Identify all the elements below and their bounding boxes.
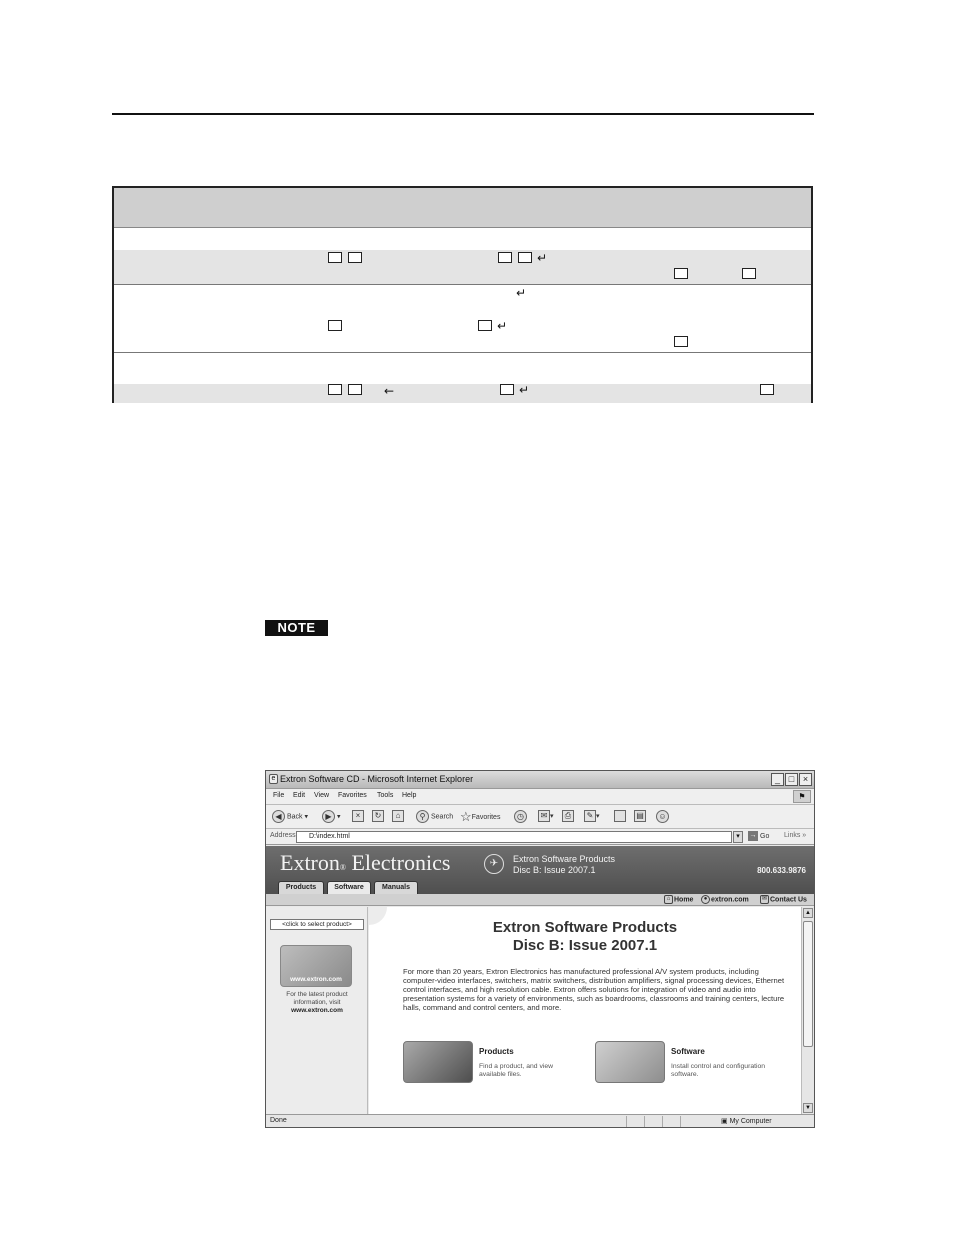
minimize-button[interactable]: _ [771, 773, 784, 786]
close-button[interactable]: × [799, 773, 812, 786]
key-box [348, 384, 362, 395]
table-row-band [114, 384, 811, 403]
contact-link[interactable]: ✉ Contact Us [761, 896, 807, 904]
status-divider [662, 1116, 663, 1127]
products-card-title[interactable]: Products [479, 1047, 514, 1056]
note-badge: NOTE [265, 620, 328, 636]
discuss-button[interactable] [614, 810, 626, 824]
quick-links-bar [266, 894, 814, 906]
refresh-button[interactable] [372, 810, 384, 824]
software-image[interactable] [595, 1041, 665, 1083]
address-input[interactable]: D:\index.html [296, 831, 732, 843]
links-button[interactable]: Links » [784, 832, 807, 839]
intro-paragraph: For more than 20 years, Extron Electronics has manufactured professional A/V system products, including computer-video interfaces, switchers, matrix switchers, distribution amplifiers, signal processing devices, Ethernet control interfaces, and high resolution cable. Extron offers solutions for integration of video and audio into presentation systems for a variety of environments, such as boardrooms, classrooms and training centers, lecture halls, command and control centers, and more. [403, 967, 785, 1012]
history-button[interactable] [514, 810, 529, 824]
status-divider [626, 1116, 627, 1127]
forward-arrow-icon: ▶ [322, 810, 335, 823]
stop-button[interactable] [352, 810, 364, 824]
favorites-button[interactable]: ☆Favorites [460, 809, 501, 824]
mail-button[interactable]: ✉ ▾ [538, 810, 554, 824]
windows-logo-icon: ⚑ [793, 790, 811, 803]
scroll-thumb[interactable] [803, 921, 813, 1047]
forward-button[interactable]: ▶ ▾ [322, 810, 341, 824]
scroll-down-icon[interactable]: ▼ [803, 1103, 813, 1113]
research-button[interactable] [634, 810, 646, 824]
key-box [348, 252, 362, 263]
key-box [328, 384, 342, 395]
software-card-title[interactable]: Software [671, 1047, 705, 1056]
go-arrow-icon: → [749, 832, 757, 840]
header-rule [112, 113, 814, 115]
vertical-scrollbar[interactable] [801, 907, 814, 1114]
backspace-key-icon: ← [384, 384, 395, 398]
mail-icon: ✉ [761, 896, 768, 902]
computer-icon: ▣ [721, 1118, 728, 1125]
software-card-desc: Install control and configuration software. [671, 1063, 766, 1078]
status-divider [644, 1116, 645, 1127]
enter-key-icon: ↵ [516, 286, 527, 300]
home-icon: ⌂ [664, 895, 673, 904]
globe-icon: ● [701, 895, 710, 904]
scroll-up-icon[interactable]: ▲ [803, 908, 813, 918]
key-box [674, 336, 688, 347]
maximize-button[interactable]: □ [785, 773, 798, 786]
print-icon: ⎙ [562, 810, 574, 822]
products-card-desc: Find a product, and view available files. [479, 1063, 554, 1078]
key-box [328, 320, 342, 331]
menu-edit[interactable]: Edit [293, 792, 306, 799]
status-text: Done [270, 1117, 287, 1124]
enter-key-icon: ↵ [497, 319, 508, 333]
menu-bar [266, 789, 814, 805]
table-row-divider [114, 284, 811, 285]
key-box [478, 320, 492, 331]
latest-info-text: For the latest product information, visit [286, 991, 348, 1006]
edit-icon: ✎ [584, 810, 596, 822]
menu-favorites[interactable]: Favorites [338, 792, 367, 799]
sidebar [266, 907, 368, 1114]
status-bar [266, 1114, 814, 1127]
menu-tools[interactable]: Tools [377, 792, 394, 799]
table-row-band [114, 250, 811, 284]
enter-key-icon: ↵ [519, 383, 530, 397]
extron-link[interactable]: ● extron.com [701, 895, 749, 904]
research-icon: ▤ [634, 810, 646, 822]
key-box [742, 268, 756, 279]
command-table [112, 186, 813, 403]
tab-software[interactable]: Software [327, 881, 371, 894]
product-select[interactable]: <click to select product> [270, 919, 364, 930]
title-bar [266, 771, 814, 789]
tab-products[interactable]: Products [278, 881, 324, 894]
key-box [518, 252, 532, 263]
refresh-icon: ↻ [372, 810, 384, 822]
search-icon: ⚲ [416, 810, 429, 823]
home-icon: ⌂ [392, 810, 404, 822]
home-link[interactable]: ⌂ Home [664, 895, 693, 904]
product-title: Extron Software Products Disc B: Issue 2007.1 [513, 854, 616, 875]
table-row-divider [114, 352, 811, 353]
key-box [674, 268, 688, 279]
key-box [328, 252, 342, 263]
status-divider [680, 1116, 681, 1127]
key-box [760, 384, 774, 395]
menu-help[interactable]: Help [402, 792, 417, 799]
enter-key-icon: ↵ [537, 251, 548, 265]
menu-file[interactable]: File [273, 792, 285, 799]
mail-icon: ✉ [538, 810, 550, 822]
address-dropdown-button[interactable]: ▾ [733, 831, 743, 843]
toolbar [266, 805, 814, 829]
history-icon: ◷ [514, 810, 527, 823]
search-button[interactable]: ⚲ Search [416, 810, 453, 824]
messenger-button[interactable] [656, 810, 671, 824]
key-box [498, 252, 512, 263]
back-arrow-icon: ◀ [272, 810, 285, 823]
star-icon: ☆ [460, 809, 472, 824]
security-zone: ▣ My Computer [721, 1118, 772, 1125]
address-label: Address [270, 832, 296, 839]
print-button[interactable] [562, 810, 574, 824]
extron-logo: Extron® Electronics [280, 850, 451, 875]
products-image[interactable] [403, 1041, 473, 1083]
browser-window [265, 770, 815, 1128]
website-image[interactable]: www.extron.com [280, 945, 352, 987]
website-link[interactable]: www.extron.com [291, 1007, 343, 1014]
main-content [369, 907, 801, 1114]
edit-button[interactable]: ✎ ▾ [584, 810, 600, 824]
back-button[interactable]: ◀ Back ▾ [272, 810, 308, 824]
messenger-icon: ☺ [656, 810, 669, 823]
ie-page-icon: e [269, 774, 278, 784]
site-header [266, 846, 814, 894]
window-title: Extron Software CD - Microsoft Internet Explorer [280, 774, 474, 784]
tab-manuals[interactable]: Manuals [374, 881, 418, 894]
page-title: Extron Software Products Disc B: Issue 2007.1 [492, 919, 678, 954]
go-button[interactable]: → Go [749, 832, 770, 840]
home-button[interactable] [392, 810, 404, 824]
globe-icon: ✈ [484, 854, 504, 874]
key-box [500, 384, 514, 395]
stop-icon: × [352, 810, 364, 822]
table-header [114, 188, 811, 228]
discuss-icon [614, 810, 626, 822]
phone-number: 800.633.9876 [757, 866, 806, 875]
menu-view[interactable]: View [314, 792, 330, 799]
address-bar [266, 829, 814, 845]
